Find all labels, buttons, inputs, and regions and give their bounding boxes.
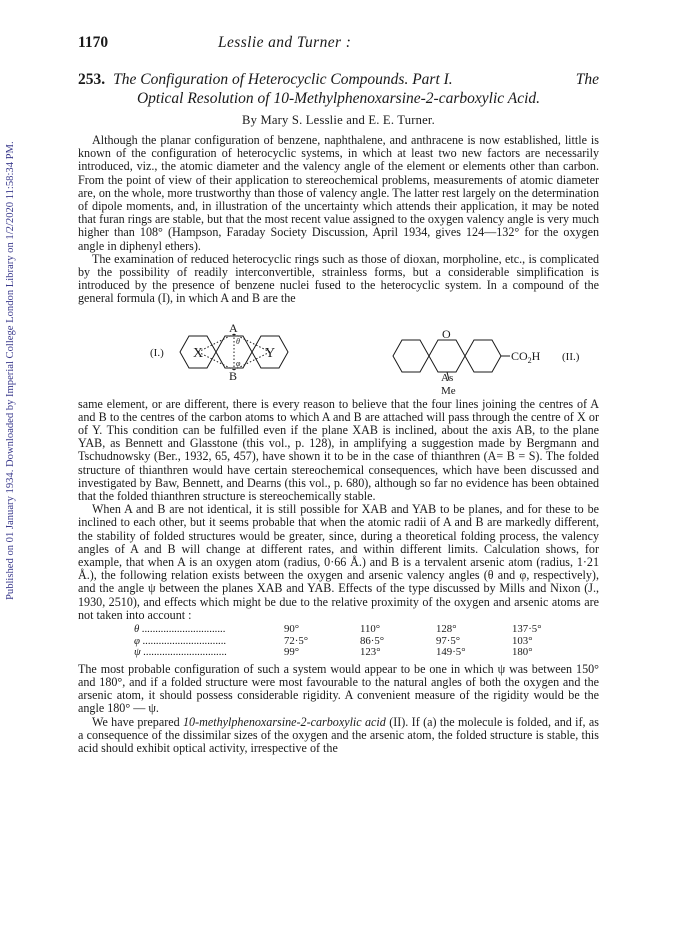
- formula-ii-left-ring: [393, 340, 429, 372]
- article-title: [78, 70, 599, 108]
- download-watermark: [3, 120, 19, 600]
- formula-ii-central-ring: [429, 340, 465, 372]
- formula-i-atom-a: A: [229, 320, 238, 335]
- formula-ii-methyl: Me: [441, 384, 456, 396]
- formula-ii-carboxyl: $CO_2H$: [511, 348, 541, 365]
- table-row: φ ............................... 72·5° 86·5° 97·5° 103°: [134, 634, 533, 647]
- formulae-svg: [78, 308, 599, 396]
- paragraph-1: Although the planar configuration of benzene, naphthalene, and anthracene is now established, little is known of the configuration of heterocyclic systems, in which at least two new factors are necessarily introduced, viz., the atomic diameter and the valency angle of the element or elements other than carbon. From the point of view of their application to stereochemical problems, measurements of atomic diameter are, on the whole, more trustworthy than those of valency angle. The latter rest largely on the determination of dipole moments, and, in illustration of the uncertainty which attends their application, it may be noted that furan rings are stable, but that the most recent value assigned to the oxygen valency angle is very much higher than 108° (Hampson, Faraday Society Discussion, April 1934, gives 124—132° for the oxygen angle in diphenyl ethers).: [78, 133, 599, 253]
- formula-i-ring-y: Y: [265, 345, 276, 361]
- table-row: θ ............................... 90° 110° 128° 137·5°: [134, 623, 542, 636]
- download-watermark-text: Published on 01 January 1934. Downloaded by Imperial College London Library on 1/2/2020 11:58:34 PM.: [5, 141, 16, 600]
- page-number: 1170: [78, 34, 109, 51]
- structural-formulae: [78, 308, 599, 396]
- formula-i-phi: φ: [236, 358, 241, 368]
- running-title: Lesslie and Turner :: [218, 34, 352, 51]
- paragraph-6: We have prepared 10-methylphenoxarsine-2-carboxylic acid (II). If (a) the molecule is folded, and if, as a consequence of the dissimilar sizes of the oxygen and the arsenic atom, the folded structure is stable, this acid should exhibit optical activity, irrespective of the: [78, 714, 600, 756]
- article-number: 253.: [78, 71, 106, 88]
- compound-name: 10-methylphenoxarsine-2-carboxylic acid: [183, 714, 386, 729]
- formula-ii-label: (II.): [562, 350, 580, 363]
- paragraph-5: The most probable configuration of such a system would appear to be one in which ψ was between 150° and 180°, and if a folded structure were most favourable to the natural angles of both the oxygen and the arsenic atom, it should possess considerable rigidity. A convenient measure of the rigidity would be the angle 180° — ψ.: [78, 661, 599, 716]
- title-line-1-end: The: [575, 71, 599, 88]
- valency-angle-table: [134, 624, 588, 659]
- formula-i-atom-b: B: [229, 368, 238, 383]
- paragraph-3: same element, or are different, there is every reason to believe that the four lines joining the centres of A and B to the centres of the carbon atoms to which A and B are attached will pass through the centre of X or of Y. This condition can be fulfilled even if the plane XAB is inclined, about the axis AB, to the plane YAB, as Bennett and Glasstone (this vol., p. 128), in amplifying a suggestion made by Bergmann and Tschudnowsky (Ber., 1932, 65, 457), have shown it to be in the case of thianthren (A= B = S). The folded structure of thianthren would have certain stereochemical consequences, which have been discussed and investigated by Baw, Bennett, and Dearns (this vol., p. 680), although so far no evidence has been obtained that the folded thianthren structure is stereochemically stable.: [78, 396, 599, 504]
- running-header: [78, 34, 598, 54]
- formula-i-theta: θ: [236, 336, 240, 346]
- formula-i-ring-x: X: [193, 345, 204, 361]
- formula-ii-right-ring: [465, 340, 501, 372]
- paragraph-2: The examination of reduced heterocyclic rings such as those of dioxan, morpholine, etc., is complicated by the possibility of readily interconvertible, strainless forms, but a considerable simplification is introduced by the presence of benzene nuclei fused to the heterocyclic system. In a compound of the general formula (I), in which A and B are the: [78, 251, 599, 306]
- formula-ii-oxygen: O: [442, 326, 451, 341]
- title-line-1: The Configuration of Heterocyclic Compounds. Part I.: [113, 71, 453, 88]
- author-line: By Mary S. Lesslie and E. E. Turner.: [242, 113, 435, 127]
- formula-i-label: (I.): [150, 346, 164, 359]
- table-row: ψ ............................... 99° 123° 149·5° 180°: [134, 646, 533, 659]
- article-body: [78, 70, 599, 755]
- formula-ii-arsenic: As: [441, 371, 454, 384]
- title-line-2: Optical Resolution of 10-Methylphenoxarsine-2-carboxylic Acid.: [136, 90, 541, 107]
- paragraph-4: When A and B are not identical, it is still possible for XAB and YAB to be planes, and for these to be inclined to each other, but it seems probable that when the atomic radii of A and B are markedly different, the stability of folded structures would be greater, since, during a theoretical folding process, the valency angles of A and B will change at different rates, and within different limits. Calculation shows, for example, that when A is an oxygen atom (radius, 0·66 Å.) and B is a tervalent arsenic atom (radius, 1·21 Å.), the following relation exists between the oxygen and arsenic valency angles (θ and φ, respectively), and the angle ψ between the planes XAB and YAB. Effects of the type discussed by Mills and Nixon (J., 1930, 2510), and effects which might be due to the relative proximity of the oxygen and arsenic atoms are not taken into account :: [78, 502, 599, 622]
